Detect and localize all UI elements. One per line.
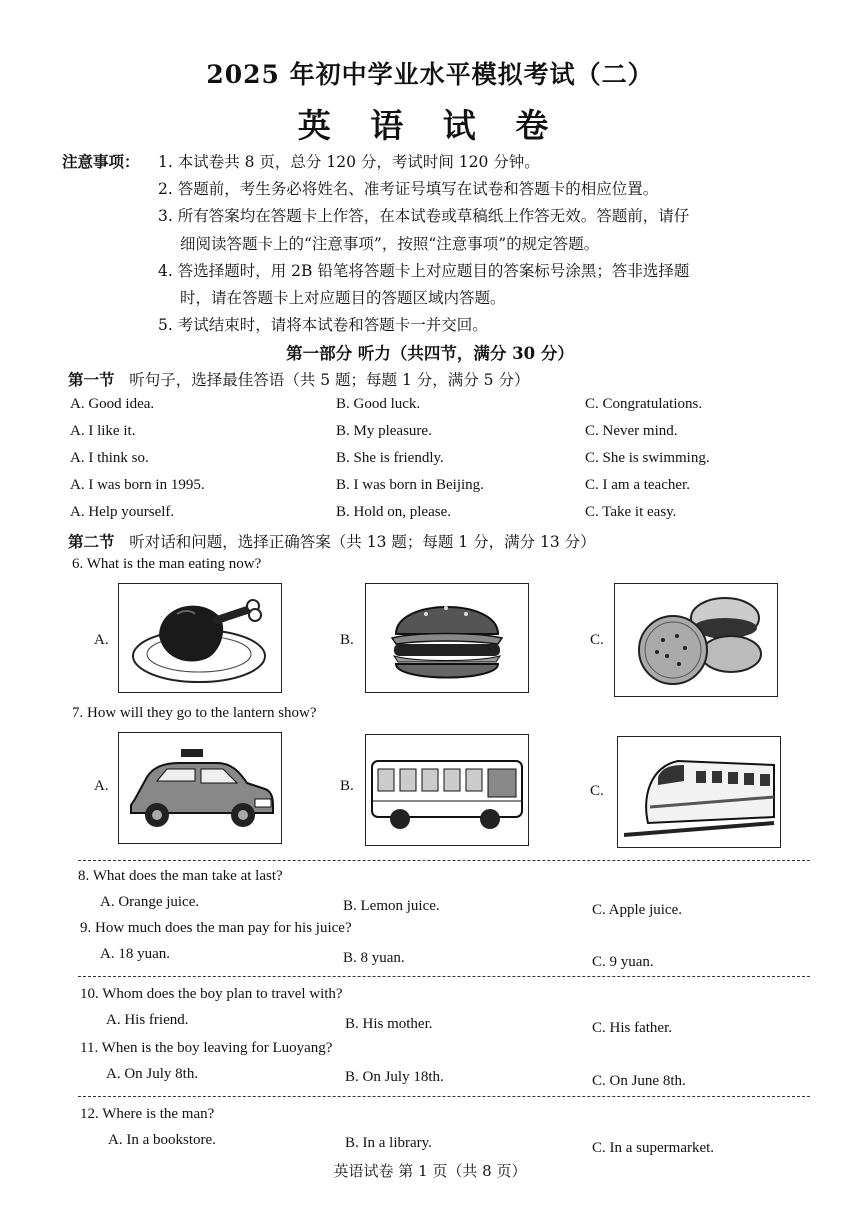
- note-item-4: 4. 答选择题时，用 2B 铅笔将答题卡上对应题目的答案标号涂黑；答非选择题: [158, 262, 690, 280]
- part1-title: 第一部分 听力（共四节，满分 30 分）: [286, 344, 574, 363]
- q9-text: 9. How much does the man pay for his juice?: [80, 920, 352, 936]
- q2-option-c: C. Never mind.: [585, 423, 678, 439]
- cookies-icon: [614, 583, 778, 697]
- dashed-separator: [78, 976, 810, 977]
- hamburger-icon: [365, 583, 529, 693]
- q12-option-c: C. In a supermarket.: [592, 1140, 715, 1156]
- section2-title: 听对话和问题，选择正确答案（共 13 题；每题 1 分，满分 13 分）: [129, 533, 596, 551]
- q1-option-a: A. Good idea.: [70, 396, 155, 412]
- page-footer: 英语试卷 第 1 页（共 8 页）: [333, 1162, 527, 1180]
- note-item-1: 1. 本试卷共 8 页，总分 120 分，考试时间 120 分钟。: [158, 153, 540, 171]
- note-item-3: 3. 所有答案均在答题卡上作答，在本试卷或草稿纸上作答无效。答题前，请仔: [158, 207, 690, 225]
- q4-option-a: A. I was born in 1995.: [70, 477, 205, 493]
- q6-label-a: A.: [94, 632, 109, 648]
- q11-option-b: B. On July 18th.: [345, 1069, 444, 1085]
- q7-label-c: C.: [590, 783, 604, 799]
- q2-option-b: B. My pleasure.: [336, 423, 432, 439]
- exam-subtitle: 英 语 试 卷: [297, 106, 563, 145]
- q12-text: 12. Where is the man?: [80, 1106, 215, 1122]
- dashed-separator: [78, 860, 810, 861]
- q5-option-c: C. Take it easy.: [585, 504, 677, 520]
- q3-option-b: B. She is friendly.: [336, 450, 444, 466]
- q8-option-a: A. Orange juice.: [100, 894, 200, 910]
- exam-title: 2025 年初中学业水平模拟考试（二）: [206, 60, 654, 89]
- q4-option-c: C. I am a teacher.: [585, 477, 690, 493]
- note-item-2: 2. 答题前，考生务必将姓名、准考证号填写在试卷和答题卡的相应位置。: [158, 180, 659, 198]
- q9-option-b: B. 8 yuan.: [343, 950, 405, 966]
- chicken-leg-icon: [118, 583, 282, 693]
- q12-option-a: A. In a bookstore.: [108, 1132, 216, 1148]
- q5-option-b: B. Hold on, please.: [336, 504, 451, 520]
- q10-option-a: A. His friend.: [106, 1012, 189, 1028]
- q9-option-a: A. 18 yuan.: [100, 946, 170, 962]
- note-item-4-cont: 时，请在答题卡上对应题目的答题区域内答题。: [180, 289, 506, 307]
- notes-label: 注意事项：: [62, 152, 140, 171]
- q7-text: 7. How will they go to the lantern show?: [72, 705, 317, 721]
- section2-heading: [68, 530, 596, 552]
- q1-option-b: B. Good luck.: [336, 396, 421, 412]
- section1-title: 听句子，选择最佳答语（共 5 题；每题 1 分，满分 5 分）: [129, 371, 530, 389]
- q6-label-b: B.: [340, 632, 354, 648]
- q8-option-b: B. Lemon juice.: [343, 898, 440, 914]
- q7-label-b: B.: [340, 778, 354, 794]
- q12-option-b: B. In a library.: [345, 1135, 432, 1151]
- section1-heading: [68, 368, 529, 390]
- q9-option-c: C. 9 yuan.: [592, 954, 654, 970]
- dashed-separator: [78, 1096, 810, 1097]
- q2-option-a: A. I like it.: [70, 423, 136, 439]
- q11-text: 11. When is the boy leaving for Luoyang?: [80, 1040, 333, 1056]
- section2-label: 第二节: [68, 532, 115, 551]
- q5-option-a: A. Help yourself.: [70, 504, 175, 520]
- q6-label-c: C.: [590, 632, 604, 648]
- q10-option-b: B. His mother.: [345, 1016, 433, 1032]
- q11-option-a: A. On July 8th.: [106, 1066, 199, 1082]
- q8-option-c: C. Apple juice.: [592, 902, 682, 918]
- q1-option-c: C. Congratulations.: [585, 396, 703, 412]
- q8-text: 8. What does the man take at last?: [78, 868, 283, 884]
- taxi-icon: [118, 732, 282, 844]
- q3-option-a: A. I think so.: [70, 450, 149, 466]
- bus-icon: [365, 734, 529, 846]
- q7-label-a: A.: [94, 778, 109, 794]
- q10-option-c: C. His father.: [592, 1020, 672, 1036]
- note-item-3-cont: 细阅读答题卡上的“注意事项”，按照“注意事项”的规定答题。: [180, 235, 600, 253]
- section1-label: 第一节: [68, 370, 115, 389]
- q6-text: 6. What is the man eating now?: [72, 556, 262, 572]
- q10-text: 10. Whom does the boy plan to travel with?: [80, 986, 343, 1002]
- q11-option-c: C. On June 8th.: [592, 1073, 686, 1089]
- q3-option-c: C. She is swimming.: [585, 450, 710, 466]
- q4-option-b: B. I was born in Beijing.: [336, 477, 484, 493]
- note-item-5: 5. 考试结束时，请将本试卷和答题卡一并交回。: [158, 316, 488, 334]
- train-icon: [617, 736, 781, 848]
